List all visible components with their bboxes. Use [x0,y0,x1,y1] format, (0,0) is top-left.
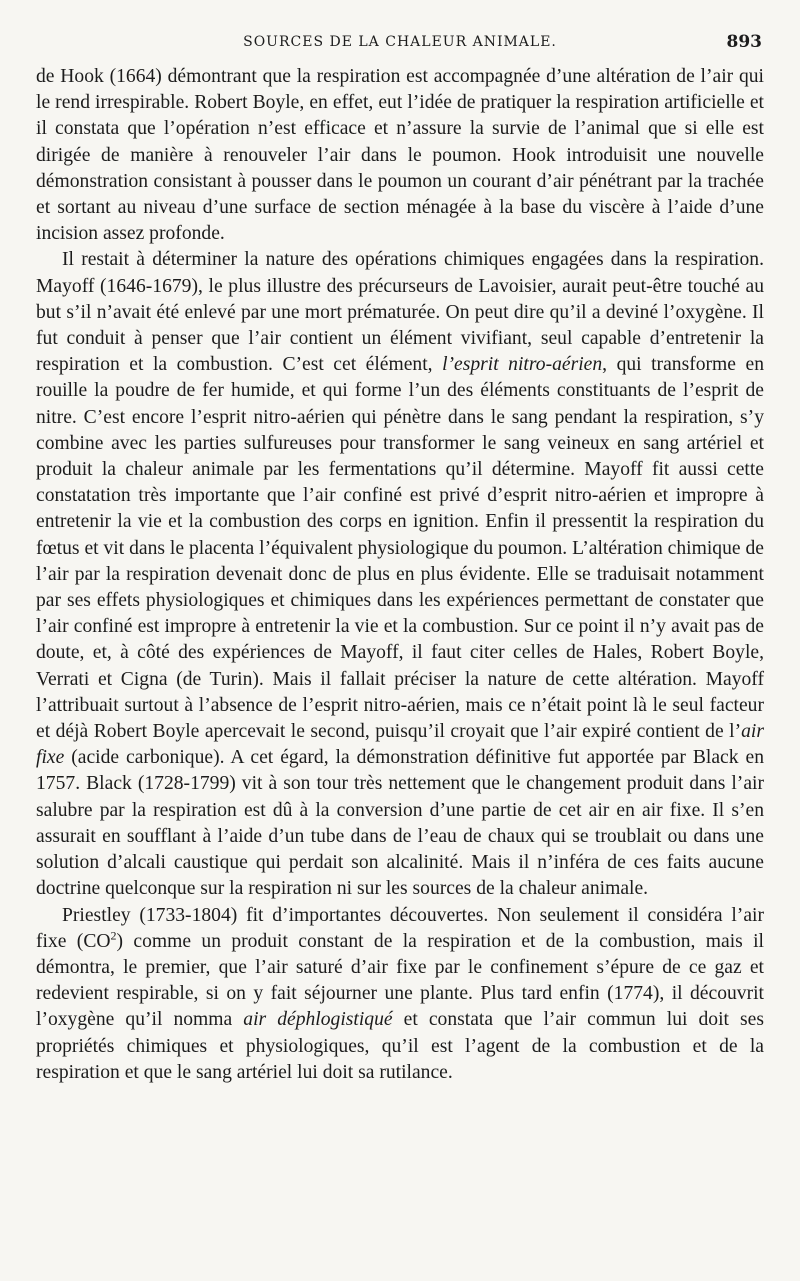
paragraph-3-text-a: Priestley (1733-1804) fit d’importantes découvertes. Non seulement il considéra l’air fixe (CO [36,904,764,952]
running-head [36,30,764,54]
paragraph-3-text-c: et constata que l’air commun lui doit ses propriétés chimiques et physiologiques, qu’il est l’agent de la combustion et de la respiration et que le sang artériel lui doit sa rutilance. [36,1009,764,1083]
paragraph-2-text-b: , qui transforme en rouille la poudre de fer humide, et qui forme l’un des éléments constituants de l’esprit de nitre. C’est encore l’esprit nitro-aérien qui pénètre dans le sang pendant la respiration, s’y combine avec les parties sulfureuses pour transformer le sang veineux en sang artériel et produit la chaleur animale par les fermentations qu’il détermine. Mayoff fit aussi cette constatation très importante que l’air confiné est privé d’esprit nitro-aérien et impropre à entretenir la vie et la combustion des corps en ignition. Enfin il pressentit la respiration du fœtus et vit dans le placenta l’équivalent physiologique du poumon. L’altération chimique de l’air par la respiration devenait donc de plus en plus évidente. Elle se traduisait notamment par ses effets physiologiques et chimiques dans les expériences permettant de constater que l’air confiné est impropre à entretenir la vie et la combustion. Sur ce point il n’y avait pas de doute, et, à côté des expériences de Mayoff, il faut citer celles de Hales, Robert Boyle, Verrati et Cigna (de Turin). Mais il fallait préciser la nature de cette altération. Mayoff l’attribuait surtout à l’absence de l’esprit nitro-aérien, mais ce n’était point là le seul facteur et déjà Robert Boyle apercevait le second, puisqu’il croyait que l’air expiré contient de l’ [36,354,764,743]
italic-term-air-fixe: air fixe [36,721,764,769]
body-text [36,64,764,1086]
superscript: 2 [110,928,117,943]
paragraph-2 [36,247,764,902]
paragraph-2-text-c: (acide carbonique). A cet égard, la démonstration définitive fut apportée par Black en 1757. Black (1728-1799) vit à son tour très nettement que le changement produit dans l’air salubre par la respiration est dû à la conversion d’une partie de cet air en air fixe. Il s’en assurait en soufflant à l’aide d’un tube dans de l’eau de chaux qui se troublait ou dans une solution d’alcali caustique qui perdait son alcalinité. Mais il n’inféra de ces faits aucune doctrine quelconque sur la respiration ni sur les sources de la chaleur animale. [36,747,764,900]
paragraph-3 [36,903,764,1086]
running-title: SOURCES DE LA CHALEUR ANIMALE. [243,34,557,50]
italic-term-air-dephlogistique: air déphlogistiqué [243,1009,393,1031]
page-number: 893 [726,32,762,52]
paragraph-1: de Hook (1664) démontrant que la respiration est accompagnée d’une altération de l’air qui le rend irrespirable. Robert Boyle, en effet, eut l’idée de pratiquer la respiration artificielle et il constata que l’opération n’est efficace et n’assure la survie de l’animal que si elle est dirigée de manière à renouveler l’air dans le poumon. Hook introduisit une nouvelle démonstration consistant à pousser dans le poumon un courant d’air pénétrant par la trachée et sortant au niveau d’une surface de section ménagée à la base du viscère à l’aide d’une incision assez profonde. [36,66,764,245]
italic-term-esprit: l’esprit nitro-aérien [442,354,603,376]
paragraph-2-text-a: Il restait à déterminer la nature des opérations chimiques engagées dans la respiration. Mayoff (1646-1679), le plus illustre des précurseurs de Lavoisier, aurait peut-être touché au but s’il n’avait été enlevé par une mort prématurée. On peut dire qu’il a deviné l’oxygène. Il fut conduit à penser que l’air contient un élément vivifiant, seul capable d’entretenir la respiration et la combustion. C’est cet élément, [36,249,764,376]
paragraph-3-text-b: ) comme un produit constant de la respiration et de la combustion, mais il démontra, le premier, que l’air saturé d’air fixe par le confinement s’épure de ce gaz et redevient respirable, si on y fait séjourner une plante. Plus tard enfin (1774), il découvrit l’oxygène qu’il nomma [36,930,764,1031]
